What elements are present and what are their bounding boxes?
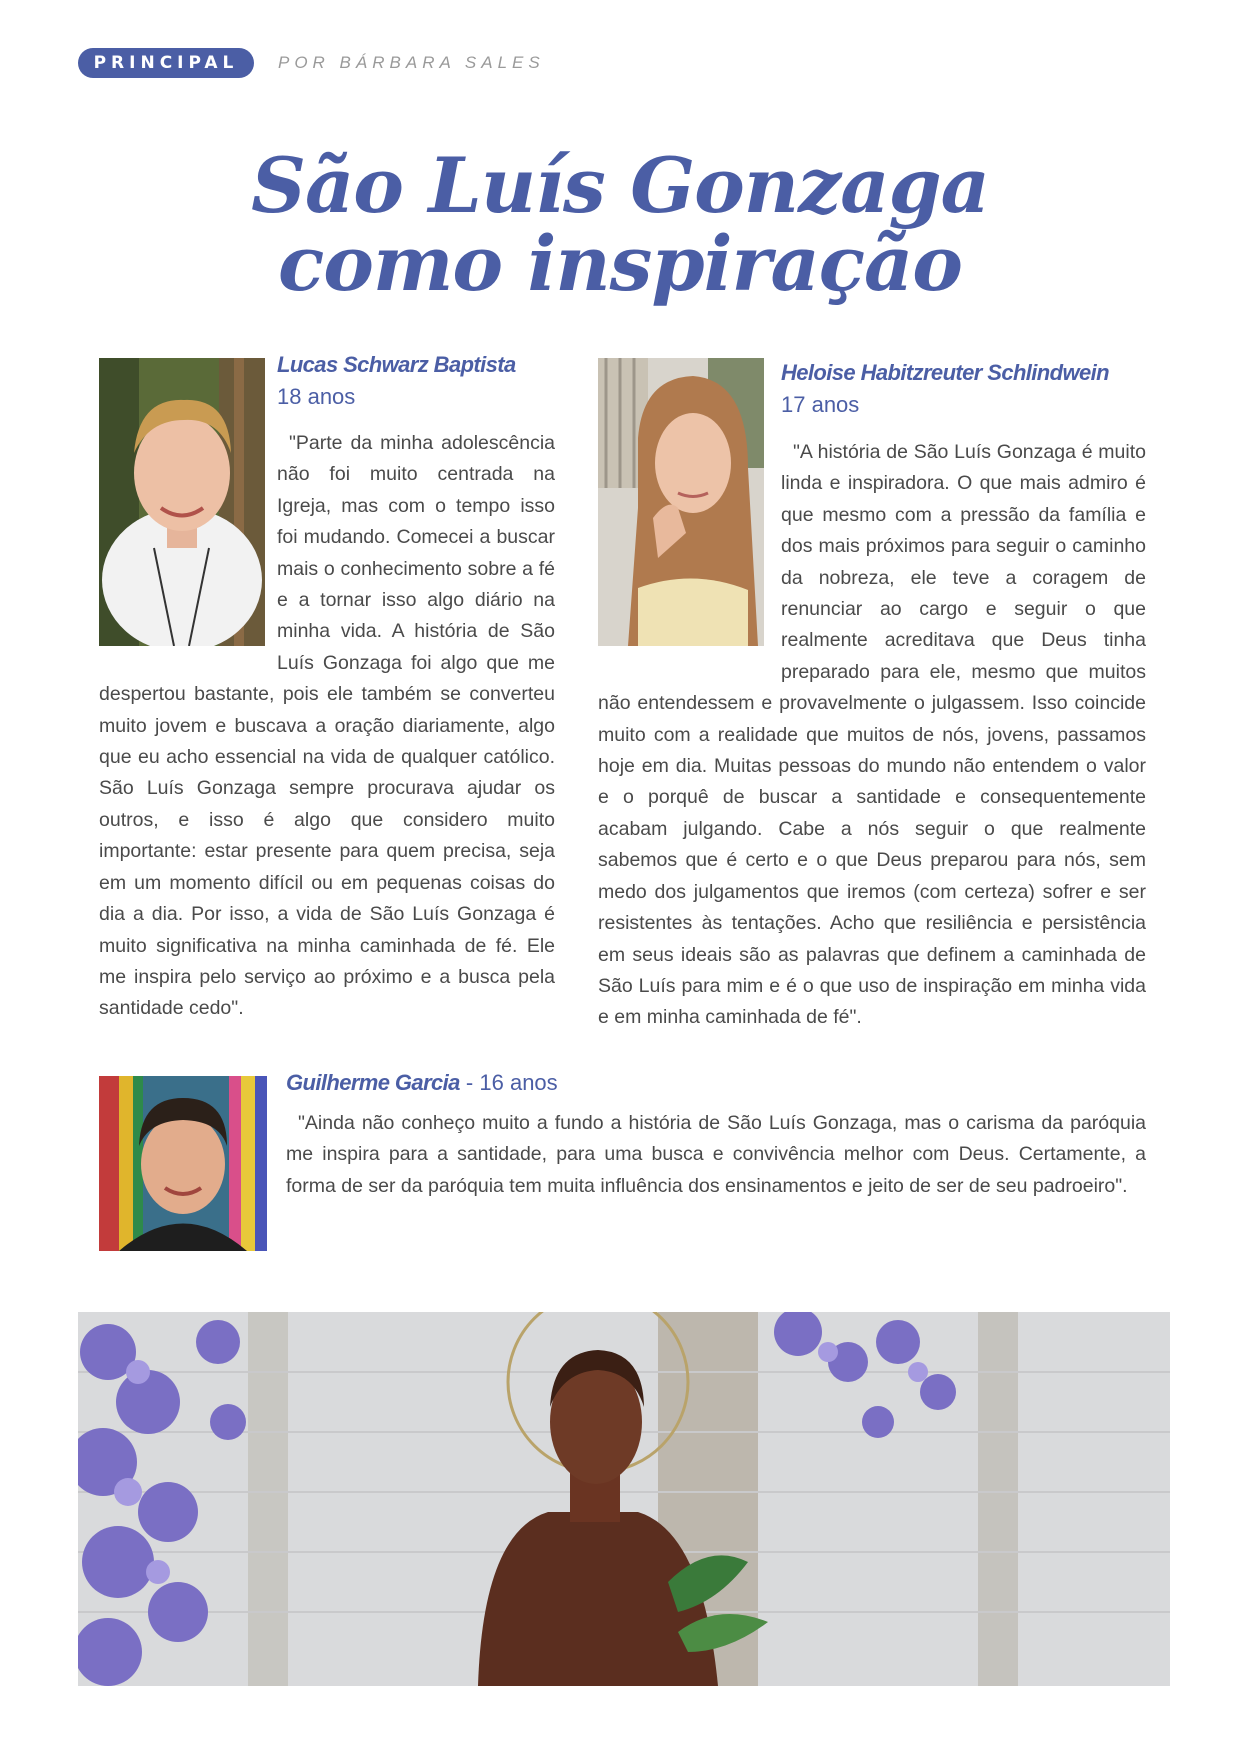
- heloise-age: 17 anos: [781, 392, 860, 417]
- guilherme-name-line: [286, 1068, 558, 1098]
- article-title-line-1: São Luís Gonzaga: [251, 141, 989, 230]
- guilherme-name: Guilherme Garcia: [286, 1070, 460, 1095]
- lucas-quote: "Parte da minha adolescência não foi muito centrada na Igreja, mas com o tempo isso foi mudando. Comecei a buscar mais o conhecimento sobre a fé e a tornar isso algo diário na minha vida. A história de São Luís Gonzaga foi algo que me despertou bastante, pois ele também se converteu muito jovem e buscava a oração diariamente, algo que eu acho essencial na vida de qualquer católico. São Luís Gonzaga sempre procurava ajudar os outros, e isso é algo que considero muito importante: estar presente para quem precisa, seja em um momento difícil ou em pequenas coisas do dia a dia. Por isso, a vida de São Luís Gonzaga é muito significativa na minha caminhada de fé. Ele me inspira pelo serviço ao próximo e a busca pela santidade cedo".: [99, 432, 555, 1020]
- heloise-quote: "A história de São Luís Gonzaga é muito linda e inspiradora. O que mais admiro é que mesmo com a pressão da família e dos mais próximos para seguir o caminho da nobreza, ele teve a coragem de renunciar ao cargo e seguir o que realmente acreditava que Deus tinha preparado para ele, mesmo que muitos não entendessem e provavelmente o julgassem. Isso coincide muito com a realidade que muitos de nós, jovens, passamos hoje em dia. Muitas pessoas do mundo não entendem o valor e o porquê de buscar a santidade e consequentemente acabam julgando. Cabe a nós seguir o que realmente sabemos que é certo e o que Deus preparou para nós, sem medo dos julgamentos que iremos (com certeza) sofrer e ser resistentes às tentações. Acho que resiliência e persistência em seus ideais são as palavras que definem a caminhada de São Luís para mim e é o que uso de inspiração em minha vida e em minha caminhada de fé".: [598, 441, 1146, 1029]
- author-byline: POR BÁRBARA SALES: [278, 53, 545, 72]
- heloise-name: Heloise Habitzreuter Schlindwein: [781, 360, 1109, 385]
- article-title-line-2: como inspiração: [278, 219, 962, 308]
- saint-statue-photo: [78, 1312, 1170, 1686]
- section-badge: PRINCIPAL: [78, 48, 254, 78]
- lucas-age: 18 anos: [277, 384, 356, 409]
- guilherme-age: 16 anos: [479, 1070, 558, 1095]
- lucas-name: Lucas Schwarz Baptista: [277, 352, 516, 377]
- guilherme-quote: "Ainda não conheço muito a fundo a história de São Luís Gonzaga, mas o carisma da paróquia me inspira para a santidade, para uma busca e convivência melhor com Deus. Certamente, a forma de ser da paróquia tem muita influência dos ensinamentos e jeito de ser de seu padroeiro".: [286, 1112, 1146, 1197]
- guilherme-portrait-photo: [99, 1076, 267, 1251]
- guilherme-separator: -: [459, 1070, 480, 1095]
